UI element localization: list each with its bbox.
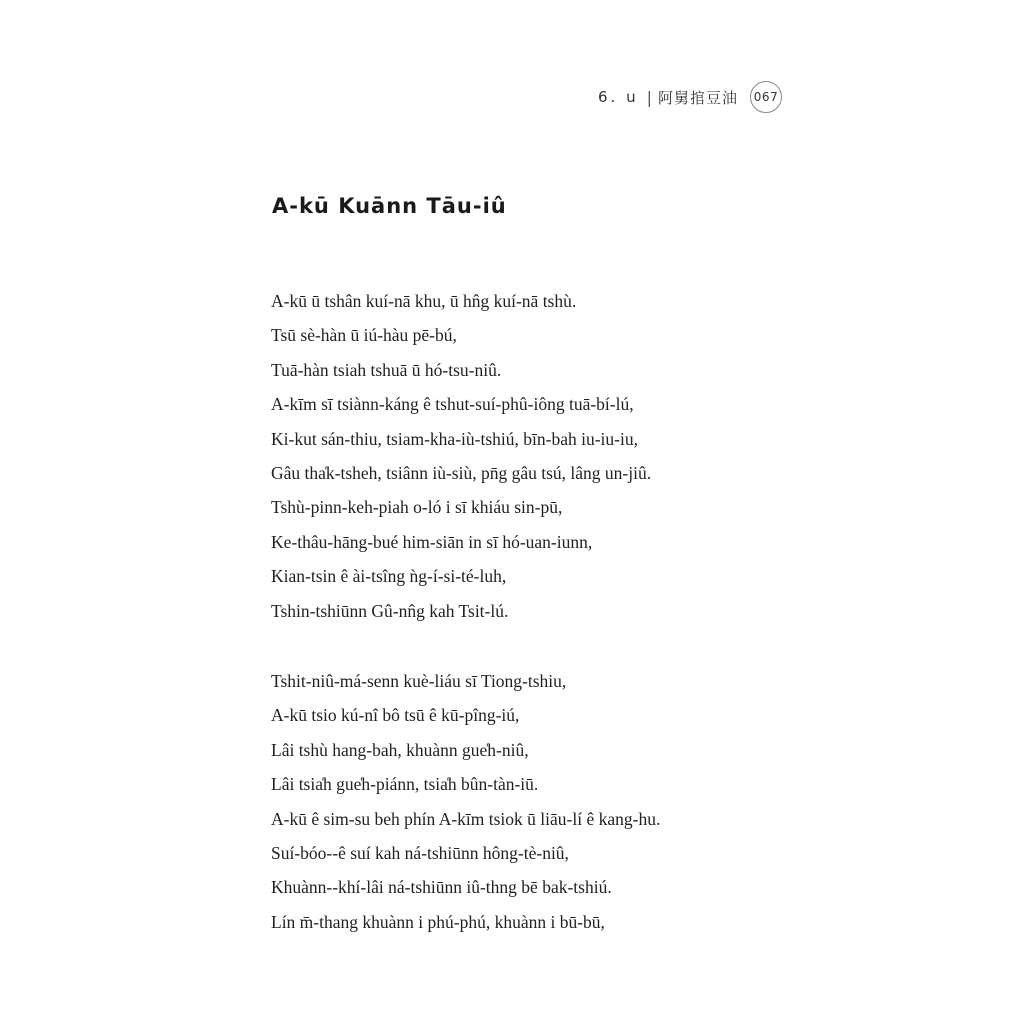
poem-line: Kian-tsin ê ài-tsîng ǹg-í-si-té-luh, [271, 566, 507, 587]
poem-line: Suí-bóo--ê suí kah ná-tshiūnn hông-tè-niû, [271, 842, 569, 863]
page-number: 067 [750, 81, 782, 113]
poem-line: Tshù-pinn-keh-piah o-ló i sī khiáu sin-pū, [271, 497, 563, 518]
stanza-2 [271, 664, 660, 939]
running-header [598, 82, 782, 112]
poem-title: A-kū Kuānn Tāu-iû [272, 194, 507, 218]
poem-line: A-kū tsio kú-nî bô tsū ê kū-pîng-iú, [271, 705, 520, 726]
poem-line: Tsū sè-hàn ū iú-hàu pē-bú, [271, 325, 457, 346]
poem-line: Tshin-tshiūnn Gû-nn̂g kah Tsit-lú. [271, 600, 509, 621]
poem-line: Lín m̄-thang khuànn i phú-phú, khuànn i bū-bū, [271, 911, 605, 932]
poem-line: A-kū ê sim-su beh phín A-kīm tsiok ū liāu-lí ê kang-hu. [271, 808, 661, 829]
header-separator: | [646, 87, 652, 107]
chapter-title: 阿舅捾豆油 [657, 88, 738, 107]
poem-line: Ki-kut sán-thiu, tsiam-kha-iù-tshiú, bīn-bah iu-iu-iu, [271, 428, 638, 449]
poem-line: Khuànn--khí-lâi ná-tshiūnn iû-thng bē bak-tshiú. [271, 877, 612, 898]
poem-line: A-kū ū tshân kuí-nā khu, ū hn̂g kuí-nā tshù. [271, 291, 577, 311]
chapter-label: 6. u [598, 88, 639, 106]
poem-line: A-kīm sī tsiànn-káng ê tshut-suí-phû-iông tuā-bí-lú, [271, 394, 634, 415]
poem-line: Tshit-niû-má-senn kuè-liáu sī Tiong-tshiu, [271, 671, 567, 691]
poem-line: Tuā-hàn tsiah tshuā ū hó-tsu-niû. [271, 359, 502, 380]
poem-line: Lâi tshù hang-bah, khuànn gue̍h-niû, [271, 739, 529, 760]
poem-line: Ke-thâu-hāng-bué him-siān in sī hó-uan-iunn, [271, 531, 593, 552]
poem-line: Lâi tsia̍h gue̍h-piánn, tsia̍h bûn-tàn-iū. [271, 774, 539, 795]
poem-line: Gâu tha̍k-tsheh, tsiânn iù-siù, pn̄g gâu tsú, lâng un-jiû. [271, 462, 652, 483]
stanza-1 [271, 284, 651, 628]
